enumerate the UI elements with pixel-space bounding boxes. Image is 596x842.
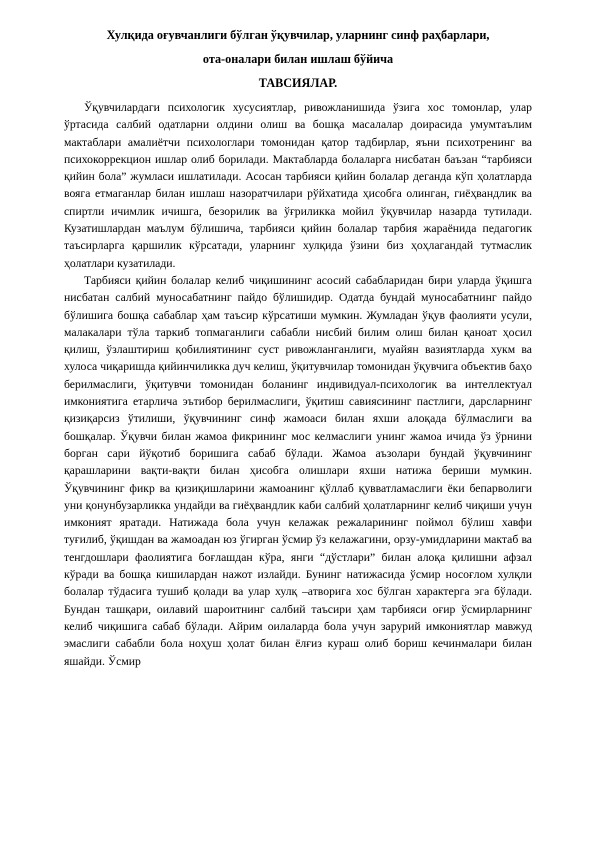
document-title-line-2: ота-оналари билан ишлаш бўйича (202, 52, 394, 66)
document-page (64, 26, 532, 670)
document-title-line-1: Хулқида оғувчанлиги бўлган ўқувчилар, уларнинг синф раҳбарлари, (106, 28, 490, 42)
body-paragraph-1: Ўқувчилардаги психологик хусусиятлар, ривожланишида ўзига хос томонлар, улар ўртасида салбий одатларни олдини олиш ва бошқа масалалар доирасида умумтаълим мактаблари амалиётчи психологлари томонидан қатор тадбирлар, яъни психотренинг ва психокоррекцион ишлар олиб борилади. Мактабларда болаларга нисбатан баъзан “тарбияси қийин бола” жумласи ишлатилади. Асосан тарбияси қийин болалар деганда кўп ҳолатларда вояга етмаганлар билан ишлаш назоратчилари рўйхатида ҳисобга олинган, гиёҳвандлик ва спиртли ичимлик ичишга, безорилик ва ўғриликка мойил ўқувчилар назарда тутилади. Кузатишлардан маълум бўлишича, тарбияси қийин болалар тарбия жараёнида педагогик таъсирларга қаршилик кўрсатади, уларнинг хулқида ўзини биз ҳоҳлагандай тутмаслик ҳолатлари кузатилади. (64, 101, 532, 270)
document-title-line-3: ТАВСИЯЛАР. (258, 76, 338, 90)
body-paragraph-2: Тарбияси қийин болалар келиб чиқишининг асосий сабабларидан бири уларда ўқишга нисбатан салбий муносабатнинг пайдо бўлишидир. Одатда бундай муносабатнинг пайдо бўлишига бошқа сабаблар ҳам таъсир кўрсатиши мумкин. Жумладан ўқув фаолияти усули, малакалари тўла таркиб топмаганлиги сабабли нисбий билим олиш билан қаноат ҳосил қилиш, ўзлаштириш қобилиятининг суст ривожланганлиги, муайян вазиятларда хукм ва хулоса чиқаришда қийинчиликка дуч келиш, ўқитувчилар томонидан ўқувчига объектив баҳо берилмаслиги, ўқитувчи томонидан боланинг индивидуал-психологик ва интеллектуал имкониятига етарлича эътибор берилмаслиги, ўқитиш савиясининг пастлиги, дарсларнинг қизиқарсиз ўтилиши, ўқувчининг синф жамоаси билан яхши алоқада бўлмаслиги ва бошқалар. Ўқувчи билан жамоа фикрининг мос келмаслиги унинг жамоа ичида ўз ўрнини борган сари йўқотиб боришига сабаб бўлади. Жамоа аъзолари бундай ўқувчининг қарашларини вақти-вақти билан ҳисобга олишлари яхши натижа бериши мумкин. Ўқувчининг фикр ва қизиқишларини жамоанинг қўллаб қувватламаслиги ёки бепарволиги уни қонунбузарликка ундайди ва гиёҳвандлик каби салбий ҳолатларнинг келиб чиқиши учун имконият яратади. Натижада бола учун келажак режаларининг поймол бўлиш хавфи туғилиб, ўқишдан ва жамоадан юз ўгирган ўсмир ўз келажагини, орзу-умидларини мактаб ва тенгдошлари фаолиятига боғлашдан кўра, янги “дўстлари” билан алоқа қилишни афзал кўради ва бошқа кишилардан нажот излайди. Бунинг натижасида ўсмир носоғлом хулқли болалар тўдасига тушиб қолади ва улар хулқ –атворига хос бўлган характерга эга бўлади. Бундан ташқари, оилавий шароитнинг салбий таъсири ҳам тарбияси оғир ўсмирларнинг келиб чиқишига сабаб бўлади. Айрим оилаларда бола учун зарурий имкониятлар мавжуд эмаслиги сабабли бола ноҳуш ҳолат билан ёлғиз кураш олиб бориш кечинмалари билан яшайди. Ўсмир (64, 273, 532, 668)
